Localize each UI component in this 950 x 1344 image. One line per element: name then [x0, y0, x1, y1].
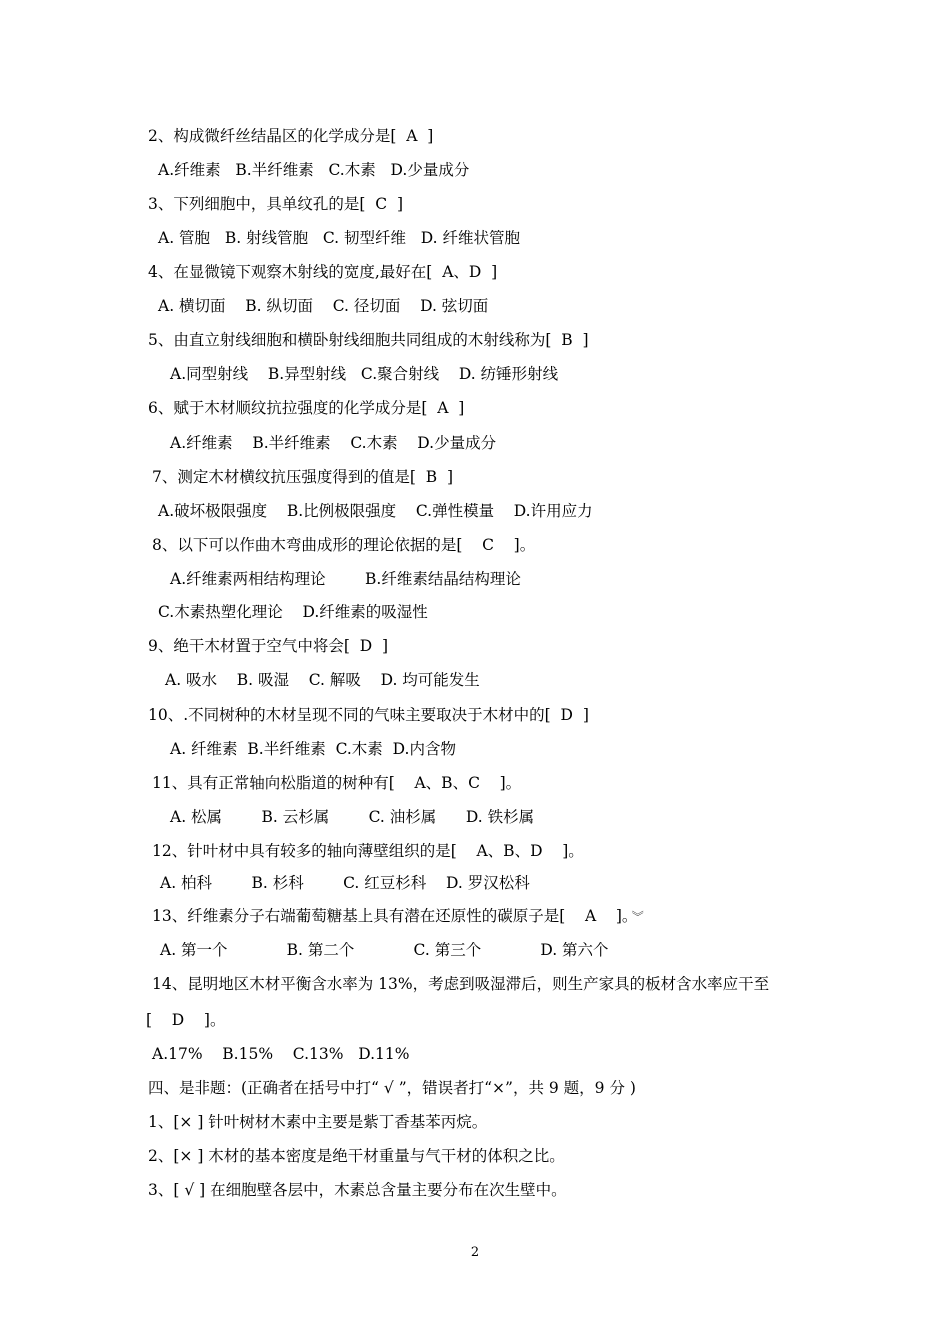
question-9: 9、绝干木材置于空气中将会[ D ]: [148, 637, 389, 655]
question-11-options: A. 松属 B. 云杉属 C. 油杉属 D. 铁杉属: [170, 808, 535, 826]
question-10: 10、.不同树种的木材呈现不同的气味主要取决于木材中的[ D ]: [148, 706, 589, 724]
question-5: 5、由直立射线细胞和横卧射线细胞共同组成的木射线称为[ B ]: [148, 331, 589, 349]
question-4: 4、在显微镜下观察木射线的宽度,最好在[ A、D ]: [148, 263, 498, 281]
question-6: 6、赋于木材顺纹抗拉强度的化学成分是[ A ]: [148, 399, 465, 417]
question-13: 13、纤维素分子右端葡萄糖基上具有潜在还原性的碳原子是[ A ]。: [152, 907, 630, 925]
page-number: 2: [470, 1245, 480, 1260]
question-12: 12、针叶材中具有较多的轴向薄壁组织的是[ A、B、D ]。: [152, 842, 584, 860]
question-12-options: A. 柏科 B. 杉科 C. 红豆杉科 D. 罗汉松科: [160, 874, 530, 892]
question-13-row: [152, 906, 644, 927]
question-2: 2、构成微纤丝结晶区的化学成分是[ A ]: [148, 127, 434, 145]
section-heading-true-false: 四、是非题：(正确者在括号中打“ √ ”，错误者打“×”，共 9 题，9 分 ): [148, 1079, 636, 1097]
question-14-options: A.17% B.15% C.13% D.11%: [152, 1045, 410, 1063]
tf-question-1: 1、[× ] 针叶树材木素中主要是紫丁香基苯丙烷。: [148, 1113, 488, 1131]
question-4-options: A. 横切面 B. 纵切面 C. 径切面 D. 弦切面: [158, 297, 489, 315]
question-5-options: A.同型射线 B.异型射线 C.聚合射线 D. 纺锤形射线: [170, 365, 559, 383]
question-8-options-1: A.纤维素两相结构理论 B.纤维素结晶结构理论: [170, 570, 521, 588]
question-7: 7、测定木材横纹抗压强度得到的值是[ B ]: [152, 468, 454, 486]
question-11: 11、具有正常轴向松脂道的树种有[ A、B、C ]。: [152, 774, 522, 792]
question-8: 8、以下可以作曲木弯曲成形的理论依据的是[ C ]。: [152, 536, 536, 554]
question-3-options: A. 管胞 B. 射线管胞 C. 韧型纤维 D. 纤维状管胞: [158, 229, 521, 247]
question-13-options: A. 第一个 B. 第二个 C. 第三个 D. 第六个: [160, 941, 609, 959]
question-8-options-2: C.木素热塑化理论 D.纤维素的吸湿性: [158, 603, 428, 621]
question-14: 14、昆明地区木材平衡含水率为 13%，考虑到吸湿滞后，则生产家具的板材含水率应干至: [152, 975, 770, 993]
tf-question-2: 2、[× ] 木材的基本密度是绝干材重量与气干材的体积之比。: [148, 1147, 565, 1165]
question-14-answer: [ D ]。: [146, 1011, 226, 1029]
question-10-options: A. 纤维素 B.半纤维素 C.木素 D.内含物: [170, 740, 456, 758]
tf-question-3: 3、[ √ ] 在细胞壁各层中，木素总含量主要分布在次生壁中。: [148, 1181, 567, 1199]
question-9-options: A. 吸水 B. 吸湿 C. 解吸 D. 均可能发生: [165, 671, 480, 689]
question-7-options: A.破坏极限强度 B.比例极限强度 C.弹性模量 D.许用应力: [158, 502, 593, 520]
question-3: 3、下列细胞中，具单纹孔的是[ C ]: [148, 195, 404, 213]
double-chevron-down-icon: ︾: [631, 910, 644, 924]
question-2-options: A.纤维素 B.半纤维素 C.木素 D.少量成分: [158, 161, 470, 179]
question-6-options: A.纤维素 B.半纤维素 C.木素 D.少量成分: [170, 434, 497, 452]
